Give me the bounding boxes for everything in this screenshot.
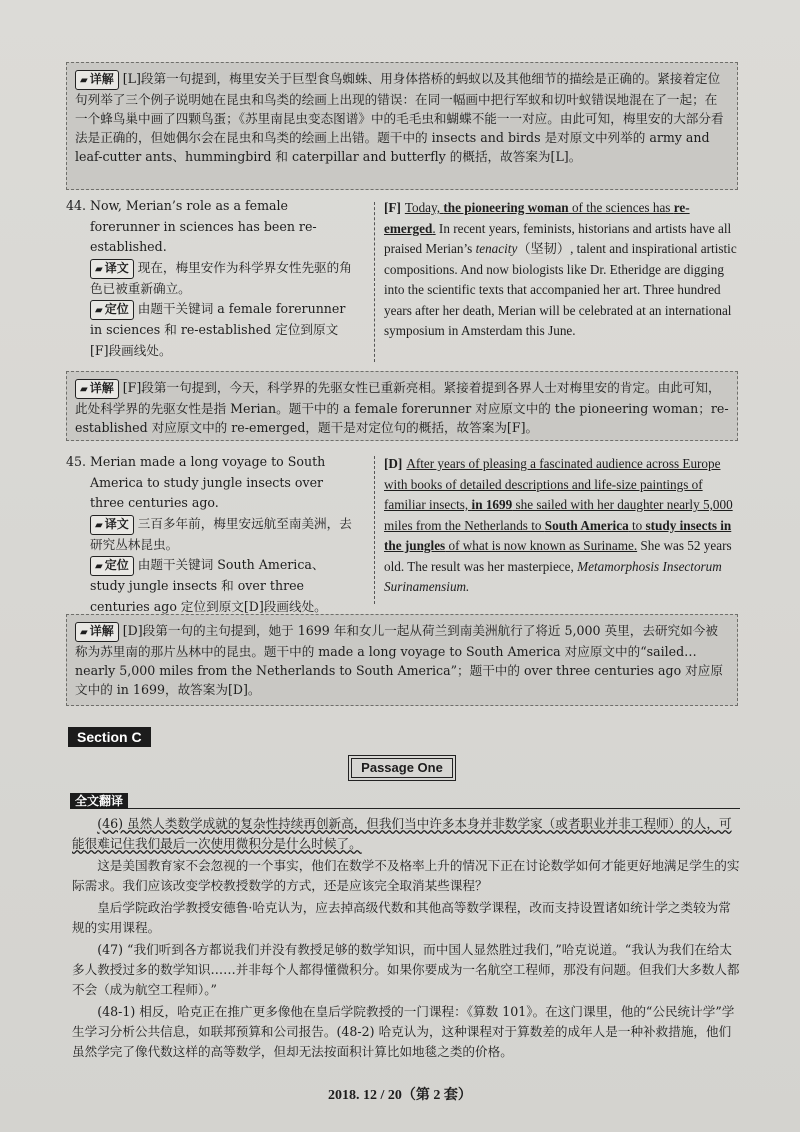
underlined-text: After years of pleasing a fascinated audience across Europe with books of detailed descriptions and life-size paintings of familiar insects,: [384, 456, 721, 512]
book-icon: ▰: [95, 263, 103, 275]
translation-paragraph: 这是美国教育家不会忽视的一个事实，他们在数学不及格率上升的情况下正在讨论数学如何才能更好地满足学生的实际需求。我们应该改变学校教授数学的方式，还是应该完全取消某些课程？: [72, 858, 740, 893]
book-icon: ▰: [80, 384, 88, 395]
gloss: （坚韧）: [517, 241, 571, 256]
underlined-text: Today,: [404, 200, 444, 215]
underlined-text: of what is now known as Suriname.: [445, 538, 638, 553]
translation-paragraph: (48-1) 相反，哈克正在推广更多像他在皇后学院教授的一门课程：《算数 101》。在这门课里，他的“公民统计学”学生学习分析公共信息，如联邦预算和公司报告。(48-2) 哈克认为，这种课程对于算数差的成年人是一种补救措施，他们虽然学完了像代数这样的高等数学，但却无法按面积计算比如地毯之类的价格。: [72, 1004, 735, 1059]
book-icon: ▰: [95, 561, 103, 572]
paragraph-text: In recent years, feminists, historians and artists have all praised Merian’s: [384, 220, 732, 256]
book-icon: ▰: [95, 305, 103, 316]
explanation-text: [F]段第一句提到，今天，科学界的先驱女性已重新亮相。紧接着提到各界人士对梅里安的肯定。由此可知，此处科学界的先驱女性是指 Merian。题干中的 a female forerunner 对应原文中的 the pioneering woman；re-established 对应原文中的 re-emerged，题干是对定位句的概括，故答案为[F]。: [75, 380, 729, 435]
translation-paragraph: (46) 虽然人类数学成就的复杂性持续再创新高，但我们当中许多本身并非数学家（或者职业并非工程师）的人，可能很难记住我们最后一次使用微积分是什么时候了。: [72, 816, 732, 851]
key-phrase: in 1699: [471, 497, 513, 512]
locate-text: 由题干关键词 South America、study jungle insects 和 over three centuries ago 定位到原文[D]段画线处。: [90, 557, 327, 614]
underlined-text: of the sciences has: [568, 200, 674, 215]
paragraph-label: [D]: [384, 456, 403, 471]
passage-paragraph-d: [384, 454, 740, 598]
translation-paragraph: (47) “我们听到各方都说我们并没有教授足够的数学知识，而中国人显然胜过我们，”哈克说道。“我认为我们在给太多人教授过多的数学知识……并非每个人都得懂微积分。如果你要成为一名航空工程师，那没有问题。但我们大多数人都不会（成为航空工程师）。”: [72, 942, 740, 997]
underlined-text: to: [628, 517, 646, 533]
locate-tag: ▰ 定位: [90, 556, 134, 576]
locate-text: 由题干关键词 a female forerunner in sciences 和 re-established 定位到原文[F]段画线处。: [90, 301, 346, 358]
key-phrase: the pioneering woman: [443, 200, 569, 215]
explanation-box-l: [66, 62, 738, 190]
paragraph-text: She was 52 years old. The result was her masterpiece,: [384, 538, 732, 574]
passage-paragraph-f: [384, 198, 740, 342]
key-phrase: South America: [544, 517, 629, 533]
explanation-tag: ▰ 详解: [75, 379, 119, 399]
question-45: [66, 452, 352, 617]
translation-tag: ▰ 译文: [90, 259, 134, 279]
page-footer: 2018. 12 / 20（第 2 套）: [328, 1088, 472, 1103]
translation-tag: ▰ 译文: [90, 515, 134, 535]
translation-text: 现在，梅里安作为科学界女性先驱的角色已被重新确立。: [90, 259, 352, 296]
locate-tag: ▰ 定位: [90, 300, 134, 320]
book-icon: ▰: [80, 75, 88, 86]
translation-text: 三百多年前，梅里安远航至南美洲，去研究丛林昆虫。: [90, 515, 352, 552]
explanation-box-f: [66, 371, 738, 441]
question-44: [66, 196, 352, 361]
question-number: 44.: [66, 198, 87, 213]
passage-title: Passage One: [351, 758, 453, 778]
explanation-box-d: [66, 614, 738, 706]
key-phrase: study insects in the jungles: [384, 517, 732, 553]
explanation-tag: ▰ 详解: [75, 70, 119, 90]
italic-title: Metamorphosis Insectorum Surinamensium.: [384, 558, 722, 594]
paragraph-label: [F]: [384, 200, 401, 215]
key-phrase: re-emerged: [384, 200, 690, 236]
underlined-text: .: [432, 220, 436, 236]
explanation-text: [D]段第一句的主句提到，她于 1699 年和女儿一起从荷兰到南美洲航行了将近 5,000 英里，去研究如今被称为苏里南的那片丛林中的昆虫。题干中的 made a long voyage to South America 对应原文中的“sailed…nearly 5,000 miles from the Netherlands to South America”；题干中的 over three centuries ago 对应原文中的 in 1699，故答案为[D]。: [75, 623, 723, 697]
translation-heading-label: 全文翻译: [70, 793, 128, 809]
translation-paragraph: 皇后学院政治学教授安德鲁·哈克认为，应去掉高级代数和其他高等数学课程，改而支持设置诸如统计学之类较为常规的实用课程。: [72, 900, 731, 935]
section-heading: Section C: [68, 727, 151, 747]
question-stem: Now, Merian’s role as a female forerunner in sciences has been re-established.: [90, 198, 317, 254]
divider: [374, 456, 375, 604]
divider: [374, 202, 375, 362]
explanation-text: [L]段第一句提到，梅里安关于巨型食鸟蜘蛛、用身体搭桥的蚂蚁以及其他细节的描绘是正确的。紧接着定位句列举了三个例子说明她在昆虫和鸟类的绘画上出现的错误：在同一幅画中把行军蚁和切叶蚁错误地混在了一起；在一个蜂鸟巢中画了四颗鸟蛋；《苏里南昆虫变态图谱》中的毛毛虫和蝴蝶不能一一对应。由此可知，梅里安的大部分看法是正确的，但她偶尔会在昆虫和鸟类的绘画上出错。题干中的 insects and birds 是对原文中列举的 army and leaf-cutter ants、hummingbird 和 caterpillar and butterfly 的概括，故答案为[L]。: [75, 71, 724, 164]
paragraph-text: , talent and inspirational artistic compositions. And now biologists like Dr. Etheridge are digging into the scientific texts that accompanied her art. Three hundred years after her death, Merian will be celebrated at an international symposium in Amsterdam this June.: [384, 241, 737, 338]
underlined-text: she sailed with her daughter nearly 5,000 miles from the Netherlands to: [384, 497, 733, 533]
book-icon: ▰: [80, 627, 88, 638]
book-icon: ▰: [95, 519, 103, 531]
question-stem: Merian made a long voyage to South America to study jungle insects over three centuries ago.: [90, 454, 326, 510]
explanation-tag: ▰ 详解: [75, 622, 119, 642]
question-number: 45.: [66, 454, 87, 469]
italic-word: tenacity: [475, 241, 518, 256]
translation-heading: [70, 790, 740, 809]
